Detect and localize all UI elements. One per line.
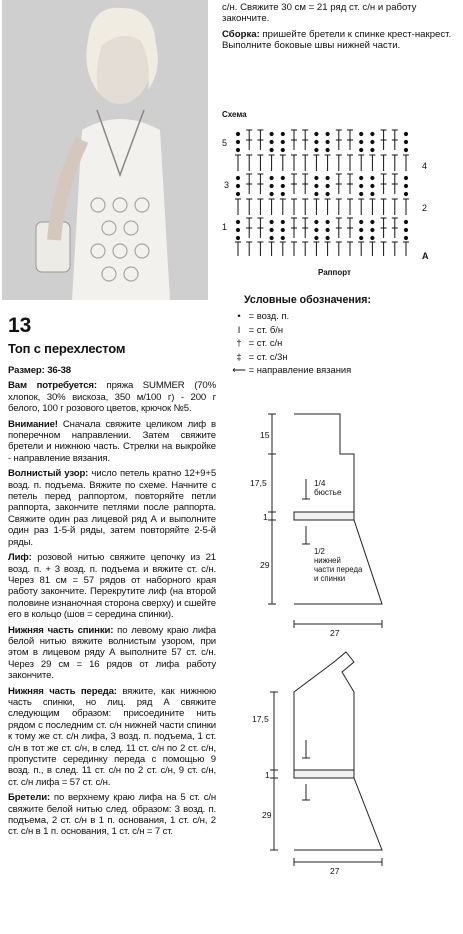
chart-symbol xyxy=(360,132,363,135)
paragraph-text: пряжа SUMMER (70% хлопок, 30% вискоза, 350 м/100 г) - 200 г белого, 100 г розового цветов, крючок №5. xyxy=(8,380,216,415)
chart-symbol xyxy=(360,140,363,143)
chart-symbol xyxy=(315,184,318,187)
arrow-left-icon: ⟵ xyxy=(232,364,246,376)
scheme-label: Схема xyxy=(222,110,247,119)
dim-label: 27 xyxy=(330,866,340,876)
instruction-paragraph xyxy=(8,419,216,465)
chart-symbol xyxy=(270,236,273,239)
chart-symbol xyxy=(315,132,318,135)
double-crochet-icon: † xyxy=(236,337,242,349)
chart-symbol xyxy=(236,220,239,223)
chart-symbol xyxy=(281,176,284,179)
paragraph-heading: Размер: 36-38 xyxy=(8,365,71,376)
dim-label: 17,5 xyxy=(250,478,267,488)
paragraph-text: вяжите, как нижнюю часть спинки, но лиц. ряд А свяжите следующим образом: присоедините нить рядом с последним ст. с/н нижней части спинки к тому же ст. с/н лифа, 3 возд. п. подъема, 1 ст. с/н в тот же ст. с/н, в след. 11 ст. с/н по 2 ст. с/н, пропустите серединку переда с помощью 9 возд. п., в след. 11 ст. с/н по 2 ст. с/н, 9 ст. с/н, ст. с/н лифа = 57 ст. с/н. xyxy=(8,685,216,788)
chart-symbol xyxy=(315,192,318,195)
instruction-paragraph xyxy=(8,380,216,414)
paragraph-heading: Внимание! xyxy=(8,418,58,430)
chart-symbol xyxy=(270,192,273,195)
chart-symbol xyxy=(371,148,374,151)
chart-symbol xyxy=(270,176,273,179)
chart-symbol xyxy=(236,192,239,195)
chart-symbol xyxy=(236,140,239,143)
chart-symbol xyxy=(404,236,407,239)
chart-symbol xyxy=(371,184,374,187)
model-illustration xyxy=(2,0,208,300)
paragraph-heading: Бретели: xyxy=(8,792,50,804)
pattern-number: 13 xyxy=(8,314,32,337)
chart-symbol xyxy=(281,132,284,135)
chart-symbol xyxy=(281,220,284,223)
chart-symbol xyxy=(281,192,284,195)
chart-symbol xyxy=(281,184,284,187)
dim-label: 29 xyxy=(260,560,270,570)
treble-crochet-icon: ‡ xyxy=(236,350,242,362)
dim-label: 17,5 xyxy=(252,714,269,724)
chart-symbol xyxy=(315,220,318,223)
bodice-label: 1/4 бюстье xyxy=(314,479,342,497)
single-crochet-icon: I xyxy=(237,323,241,335)
dim-label: 15 xyxy=(260,430,270,440)
chart-symbol xyxy=(326,236,329,239)
chart-symbol xyxy=(315,140,318,143)
chart-symbol xyxy=(360,192,363,195)
instruction-paragraph xyxy=(222,2,460,25)
chart-symbol xyxy=(404,192,407,195)
instruction-paragraph xyxy=(8,365,216,376)
dim-label: 1 xyxy=(263,512,268,522)
chart-symbol xyxy=(236,148,239,151)
paragraph-heading: Нижняя часть спинки: xyxy=(8,624,114,636)
paragraph-text: по верхнему краю лифа на 5 ст. с/н свяжите белой нитью след. образом: 3 возд. п. подъема, 2 ст. с/н в 1 п. основания, 1 ст. с/н, 2 ст. с/н в 1 п. основания, 1 ст. с/н = 7 ст. xyxy=(8,792,216,838)
chart-symbol xyxy=(315,176,318,179)
row-num-4: 4 xyxy=(422,161,428,171)
instruction-paragraph xyxy=(8,792,216,838)
chart-symbol xyxy=(326,176,329,179)
chart-symbol xyxy=(404,184,407,187)
instruction-paragraph xyxy=(8,625,216,682)
dim-label: 27 xyxy=(330,628,340,638)
paragraph-heading: Волнистый узор: xyxy=(8,468,89,480)
chart-symbol xyxy=(371,132,374,135)
paragraph-text: с/н. Свяжите 30 см = 21 ряд ст. с/н и работу закончите. xyxy=(222,2,417,25)
instruction-paragraph xyxy=(8,686,216,789)
instruction-paragraph xyxy=(8,552,216,620)
chart-symbol xyxy=(326,220,329,223)
chart-symbol xyxy=(404,140,407,143)
chart-symbol xyxy=(270,148,273,151)
instruction-paragraph xyxy=(222,29,460,52)
paragraph-heading: Вам потребуется: xyxy=(8,380,97,392)
chart-symbol xyxy=(281,228,284,231)
chart-symbol xyxy=(371,220,374,223)
legend-item: I = ст. б/н xyxy=(232,323,371,336)
chart-symbol xyxy=(236,236,239,239)
chart-symbol xyxy=(236,132,239,135)
row-num-3: 3 xyxy=(224,180,230,190)
chart-symbol xyxy=(326,132,329,135)
chart-symbol xyxy=(371,228,374,231)
chart-symbol xyxy=(326,228,329,231)
row-num-1: 1 xyxy=(222,222,228,232)
chart-symbol xyxy=(360,176,363,179)
chart-symbol xyxy=(404,228,407,231)
chart-symbol xyxy=(404,148,407,151)
pattern-piece-front xyxy=(244,640,454,885)
chart-symbol xyxy=(281,148,284,151)
chart-symbol xyxy=(315,148,318,151)
chart-symbol xyxy=(371,140,374,143)
chart-symbol xyxy=(404,220,407,223)
chart-symbol xyxy=(236,228,239,231)
chain-icon: • xyxy=(237,310,241,322)
chart-symbol xyxy=(236,184,239,187)
rapport-label: Раппорт xyxy=(318,268,351,277)
chart-symbol xyxy=(236,176,239,179)
lower-part-label: 1/2 нижней части переда и спинки xyxy=(314,547,363,583)
paragraph-heading: Лиф: xyxy=(8,552,32,564)
pattern-title: Топ с перехлестом xyxy=(8,341,126,356)
dim-label: 1 xyxy=(265,770,270,780)
paragraph-heading: Нижняя часть переда: xyxy=(8,685,117,697)
chart-symbol xyxy=(270,140,273,143)
row-num-2: 2 xyxy=(422,203,428,213)
chart-symbol xyxy=(360,220,363,223)
instructions-left-column xyxy=(8,365,216,842)
chart-symbol xyxy=(270,220,273,223)
chart-symbol xyxy=(360,148,363,151)
chart-symbol xyxy=(326,192,329,195)
pattern-piece-back xyxy=(244,404,454,649)
legend-title: Условные обозначения: xyxy=(244,294,371,306)
chart-symbol xyxy=(326,184,329,187)
crochet-chart xyxy=(222,124,442,274)
dim-label: 29 xyxy=(262,810,272,820)
paragraph-text: Сначала свяжите целиком лиф в поперечном направлении. Затем свяжите бретели и нижнюю часть. Стрелки на выкройке - направление вязания. xyxy=(8,418,216,464)
instructions-right-column xyxy=(222,2,460,56)
paragraph-text: по левому краю лифа белой нитью вяжите волнистым узором, при этом в лицевом ряду А выполните 57 ст. с/н. Через 29 см = 16 рядов от лифа работу закончите. xyxy=(8,624,216,682)
row-num-5: 5 xyxy=(222,138,228,148)
model-photo xyxy=(2,0,208,300)
chart-symbol xyxy=(371,176,374,179)
chart-symbol xyxy=(315,228,318,231)
chart-symbol xyxy=(326,148,329,151)
chart-symbol xyxy=(404,176,407,179)
chart-symbol xyxy=(360,236,363,239)
legend-item: ⟵ = направление вязания xyxy=(232,364,352,376)
chart-symbol xyxy=(281,236,284,239)
instruction-paragraph xyxy=(8,468,216,548)
paragraph-text: розовой нитью свяжите цепочку из 21 возд. п. + 3 возд. п. подъема и вяжите ст. с/н. Через 81 см = 57 рядов от наборного края работу закончите. Перекрутите лиф (на второй половине изнаночная сторона сверху) и сшейте его в кольцо (шов = середина спинки). xyxy=(8,552,216,621)
chart-symbol xyxy=(270,228,273,231)
chart-symbol xyxy=(360,228,363,231)
symbol-legend xyxy=(232,294,371,376)
paragraph-text: число петель кратно 12+9+5 возд. п. подъема. Вяжите по схеме. Начните с петель перед раппортом, повторяйте петли раппорта, закончите петлями после раппорта. Свяжите один раз лицевой ряд А и выполните один раз 1-5-й ряды, затем повторяйте 2-5-й ряды. xyxy=(8,468,217,548)
chart-symbol xyxy=(270,184,273,187)
chart-symbol xyxy=(270,132,273,135)
chart-symbol xyxy=(281,140,284,143)
legend-item: ‡ = ст. с/3н xyxy=(232,350,371,363)
chart-symbol xyxy=(315,236,318,239)
chart-symbol xyxy=(404,132,407,135)
chart-symbol xyxy=(360,184,363,187)
chart-symbol xyxy=(371,192,374,195)
paragraph-heading: Сборка: xyxy=(222,28,260,40)
legend-item: † = ст. с/н xyxy=(232,336,371,349)
chart-symbol xyxy=(326,140,329,143)
row-num-a: A xyxy=(422,251,429,261)
chart-symbol xyxy=(371,236,374,239)
paragraph-text: пришейте бретели к спинке крест-накрест. Выполните боковые швы нижней части. xyxy=(222,28,452,52)
legend-item: • = возд. п. xyxy=(232,309,371,322)
